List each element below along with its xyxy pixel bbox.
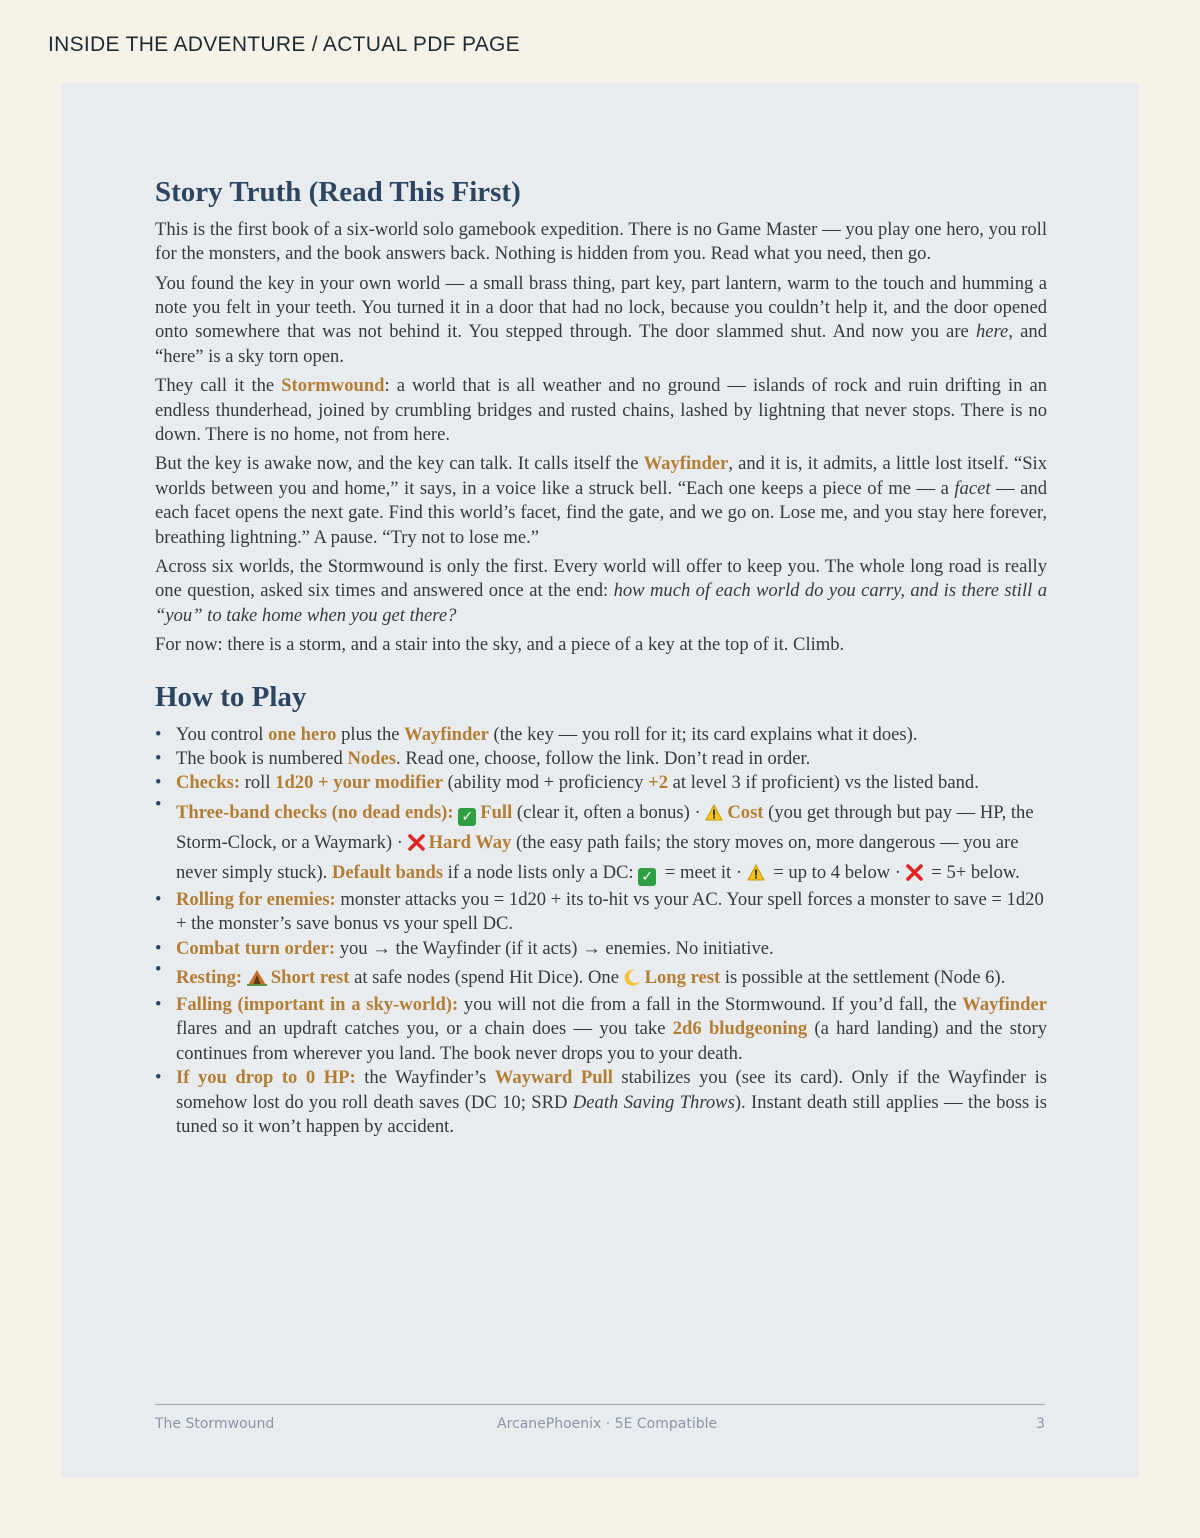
camping-tent-icon bbox=[247, 969, 267, 986]
story-paragraph-2: You found the key in your own world — a small brass thing, part key, part lantern, warm to the touch and humming a note you felt in your teeth. You turned it in a door that had no lock, because you couldn’t help it, and the door opened onto somewhere that was not behind it. You stepped through. The door slammed shut. And now you are here, and “here” is a sky torn open. bbox=[155, 272, 1047, 367]
footer-divider bbox=[155, 1404, 1045, 1405]
emphasis-question: how much of each world do you carry, and is there still a “you” to take home when you get there? bbox=[155, 580, 1047, 626]
check-mark-button-icon: ✓ bbox=[638, 868, 656, 886]
story-paragraph-5: Across six worlds, the Stormwound is only the first. Every world will offer to keep you. The whole long road is really one question, asked six times and answered once at the end: how much of each world do you carry, and is there still a “you” to take home when you get there? bbox=[155, 556, 1047, 626]
footer-publisher: ArcanePhoenix · 5E Compatible bbox=[497, 1416, 718, 1432]
page-content bbox=[155, 175, 1047, 1139]
bullet-icon: • bbox=[155, 1067, 162, 1089]
term-wayfinder: Wayfinder bbox=[643, 453, 729, 475]
term-stormwound: Stormwound bbox=[281, 375, 385, 397]
check-mark-button-icon: ✓ bbox=[458, 808, 476, 826]
footer-book-title: The Stormwound bbox=[155, 1416, 275, 1432]
list-item: • Combat turn order: you → the Wayfinder (if it acts) → enemies. No initiative. bbox=[155, 937, 1047, 961]
list-item: • The book is numbered Nodes. Read one, choose, follow the link. Don’t read in order. bbox=[155, 747, 1047, 771]
story-paragraph-1: This is the first book of a six-world solo gamebook expedition. There is no Game Master — you play one hero, you roll for the monsters, and the book answers back. Nothing is hidden from you. Read what you need, then go. bbox=[155, 218, 1047, 265]
bullet-icon: • bbox=[155, 993, 162, 1015]
bullet-icon: • bbox=[155, 958, 162, 980]
list-item: • Falling (important in a sky-world): you will not die from a fall in the Stormwound. If you’d fall, the Wayfinder flares and an updraft catches you, or a chain does — you take 2d6 bludgeoning (a hard landing) and the story continues from wherever you land. The book never drops you to your death. bbox=[155, 993, 1047, 1064]
story-paragraph-6: For now: there is a storm, and a stair into the sky, and a piece of a key at the top of it. Climb. bbox=[155, 634, 845, 656]
list-item: • Resting: Short rest at safe nodes (spend Hit Dice). One Long rest is possible at the settlement (Node 6). bbox=[155, 961, 1047, 993]
rules-list bbox=[155, 723, 1047, 1140]
cross-mark-icon bbox=[906, 864, 923, 881]
list-item: • Checks: roll 1d20 + your modifier (ability mod + proficiency +2 at level 3 if proficient) vs the listed band. bbox=[155, 771, 1047, 795]
story-paragraph-3: They call it the Stormwound: a world that is all weather and no ground — islands of rock and ruin drifting in an endless thunderhead, joined by crumbling bridges and rusted chains, lashed by lightning that never stops. There is no down. There is no home, not from here. bbox=[155, 375, 1047, 446]
bullet-icon: • bbox=[155, 888, 162, 910]
warning-icon bbox=[705, 804, 723, 821]
bullet-icon: • bbox=[155, 772, 162, 794]
cross-mark-icon bbox=[408, 834, 425, 851]
pdf-page bbox=[61, 83, 1139, 1478]
list-item: • You control one hero plus the Wayfinder (the key — you roll for it; its card explains what it does). bbox=[155, 723, 1047, 747]
bullet-icon: • bbox=[155, 793, 162, 815]
emphasis-here: here bbox=[975, 321, 1009, 343]
bullet-icon: • bbox=[155, 937, 162, 959]
list-item: • Three-band checks (no dead ends): ✓ Full (clear it, often a bonus) · Cost (you get through but pay — HP, the Storm-Clock, or a Waymark) · Hard Way (the easy path fails; the story moves on, more dangerous — you are never simply stuck). Default bands if a node lists only a DC: ✓ = meet it · = up to 4 below · = 5+ below. bbox=[155, 796, 1047, 888]
list-item: • Rolling for enemies: monster attacks you = 1d20 + its to-hit vs your AC. Your spell forces a monster to save = 1d20 + the monster’s save bonus vs your spell DC. bbox=[155, 888, 1044, 935]
page-caption: INSIDE THE ADVENTURE / ACTUAL PDF PAGE bbox=[48, 33, 520, 56]
crescent-moon-icon bbox=[624, 969, 641, 986]
story-paragraph-4: But the key is awake now, and the key can talk. It calls itself the Wayfinder, and it is, it admits, a little lost itself. “Six worlds between you and home,” it says, in a voice like a struck bell. “Each one keeps a piece of me — a facet — and each facet opens the next gate. Find this world’s facet, find the gate, and we go on. Lose me, and you stay here forever, breathing lightning.” A pause. “Try not to lose me.” bbox=[155, 453, 1047, 548]
page-number: 3 bbox=[1036, 1416, 1045, 1432]
how-to-play-heading: How to Play bbox=[155, 680, 307, 713]
bullet-icon: • bbox=[155, 723, 162, 745]
warning-icon bbox=[747, 864, 765, 881]
bullet-icon: • bbox=[155, 747, 162, 769]
story-truth-heading: Story Truth (Read This First) bbox=[155, 176, 521, 208]
list-item: • If you drop to 0 HP: the Wayfinder’s Wayward Pull stabilizes you (see its card). Only if the Wayfinder is somehow lost do you roll death saves (DC 10; SRD Death Saving Throws). Instant death still applies — the boss is tuned so it won’t happen by accident. bbox=[155, 1067, 1047, 1137]
emphasis-facet: facet bbox=[954, 477, 991, 499]
